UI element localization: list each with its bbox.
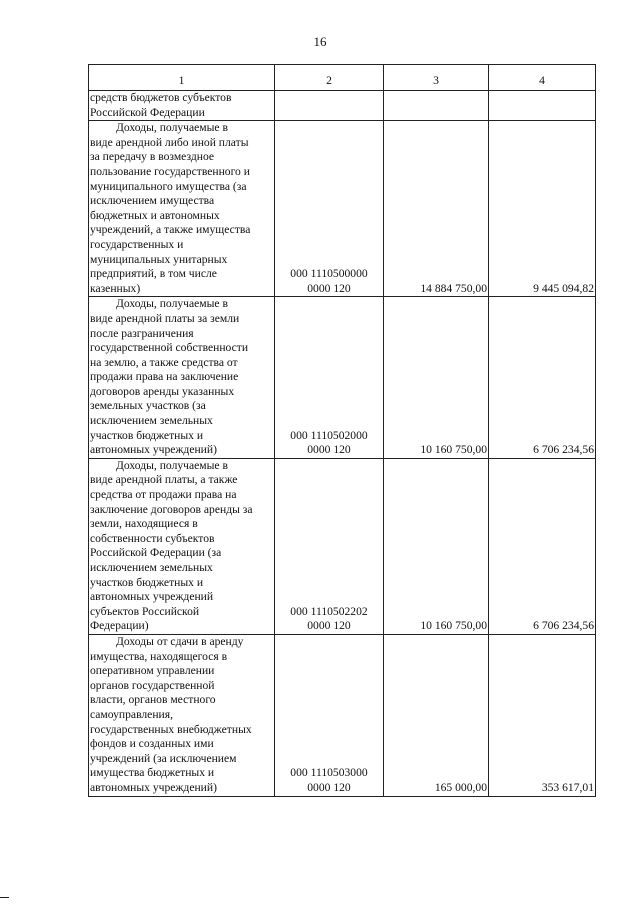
budget-code: 000 1110502202 0000 120: [275, 458, 384, 634]
column-header-4: 4: [489, 65, 596, 91]
plan-amount: 10 160 750,00: [384, 458, 489, 634]
actual-amount: 6 706 234,56: [489, 458, 596, 634]
header-row: [89, 65, 596, 91]
actual-amount: 353 617,01: [489, 634, 596, 796]
margin-mark: [0, 897, 9, 898]
table-row: [89, 121, 596, 297]
budget-code: 000 1110502000 0000 120: [275, 297, 384, 459]
revenue-name: средств бюджетов субъектов Российской Федерации: [89, 91, 275, 121]
table-row: [89, 458, 596, 634]
revenue-table: [88, 64, 596, 797]
revenue-name: Доходы, получаемые в виде арендной платы, а также средства от продажи права на заключение договоров аренды за земли, находящиеся в собственности субъектов Российской Федерации (за исключением земельных участков бюджетных и автономных учреждений субъектов Российской Федерации): [89, 458, 275, 634]
table-row: [89, 297, 596, 459]
actual-amount: 6 706 234,56: [489, 297, 596, 459]
column-header-2: 2: [275, 65, 384, 91]
revenue-name: Доходы, получаемые в виде арендной платы за земли после разграничения государственной собственности на землю, а также средства от продажи права на заключение договоров аренды указанных земельных участков (за исключением земельных участков бюджетных и автономных учреждений): [89, 297, 275, 459]
actual-amount: 9 445 094,82: [489, 121, 596, 297]
budget-code: 000 1110503000 0000 120: [275, 634, 384, 796]
plan-amount: [384, 91, 489, 121]
actual-amount: [489, 91, 596, 121]
plan-amount: 14 884 750,00: [384, 121, 489, 297]
column-header-3: 3: [384, 65, 489, 91]
plan-amount: 165 000,00: [384, 634, 489, 796]
revenue-name: Доходы, получаемые в виде арендной либо иной платы за передачу в возмездное пользование государственного и муниципального имущества (за исключением имущества бюджетных и автономных учреждений, а также имущества государственных и муниципальных унитарных предприятий, в том числе казенных): [89, 121, 275, 297]
plan-amount: 10 160 750,00: [384, 297, 489, 459]
table-row: [89, 634, 596, 796]
budget-code: 000 1110500000 0000 120: [275, 121, 384, 297]
budget-code: [275, 91, 384, 121]
column-header-1: 1: [89, 65, 275, 91]
revenue-name: Доходы от сдачи в аренду имущества, находящегося в оперативном управлении органов государственной власти, органов местного самоуправления, государственных внебюджетных фондов и созданных ими учреждений (за исключением имущества бюджетных и автономных учреждений): [89, 634, 275, 796]
page-number: 16: [313, 34, 327, 49]
table-row: [89, 91, 596, 121]
